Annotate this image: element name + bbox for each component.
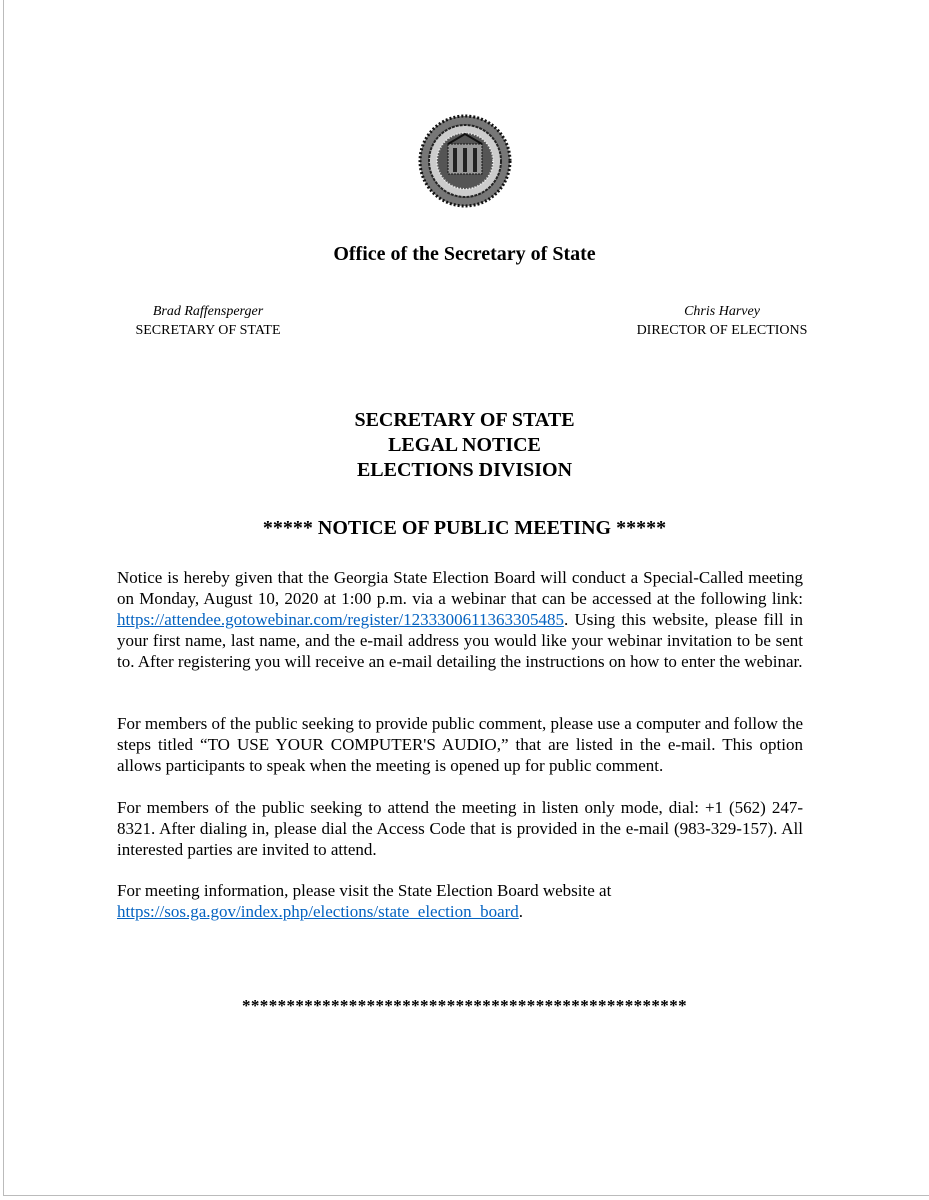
- director-title: DIRECTOR OF ELECTIONS: [636, 323, 808, 338]
- footer-separator: **************************************************: [242, 996, 687, 1015]
- paragraph-text: Notice is hereby given that the Georgia State Election Board will conduct a Special-Called meeting on Monday, August 10, 2020 at 1:00 p.m. via a webinar that can be accessed at the following link:: [117, 568, 803, 608]
- paragraph-public-comment: For members of the public seeking to provide public comment, please use a computer and follow the steps titled “TO USE YOUR COMPUTER'S AUDIO,” that are listed in the e-mail. This option allows participants to speak when the meeting is opened up for public comment.: [117, 714, 803, 775]
- director-signatory: [622, 302, 822, 340]
- paragraph-text: . Using this website, please fill in your first name, last name, and the e-mail address you would like your webinar invitation to be sent to. After registering you will receive an e-mail detailing the instructions on how to enter the webinar.: [117, 610, 803, 671]
- heading-line: LEGAL NOTICE: [388, 434, 541, 456]
- secretary-signatory: [118, 302, 298, 340]
- director-name: Chris Harvey: [684, 304, 760, 319]
- notice-title: ***** NOTICE OF PUBLIC MEETING *****: [262, 517, 667, 539]
- heading-line: SECRETARY OF STATE: [354, 409, 575, 431]
- notice-heading: [0, 408, 929, 483]
- webinar-registration-link[interactable]: https://attendee.gotowebinar.com/register/1233300611363305485: [117, 610, 564, 629]
- paragraph-text: .: [518, 902, 524, 921]
- heading-line: ELECTIONS DIVISION: [356, 459, 573, 481]
- paragraph-meeting-info: [117, 880, 803, 922]
- paragraph-listen-only: For members of the public seeking to attend the meeting in listen only mode, dial: +1 (562) 247-8321. After dialing in, please dial the Access Code that is provided in the e-mail (983-329-157). All interested parties are invited to attend.: [117, 798, 803, 859]
- secretary-title: SECRETARY OF STATE: [135, 323, 281, 338]
- state-seal-icon: [418, 114, 512, 208]
- secretary-name: Brad Raffensperger: [152, 304, 264, 319]
- paragraph-meeting-details: [117, 567, 803, 672]
- state-election-board-link[interactable]: https://sos.ga.gov/index.php/elections/state_election_board: [117, 902, 519, 921]
- paragraph-text: For meeting information, please visit the State Election Board website at: [117, 881, 612, 900]
- office-title: Office of the Secretary of State: [333, 243, 596, 265]
